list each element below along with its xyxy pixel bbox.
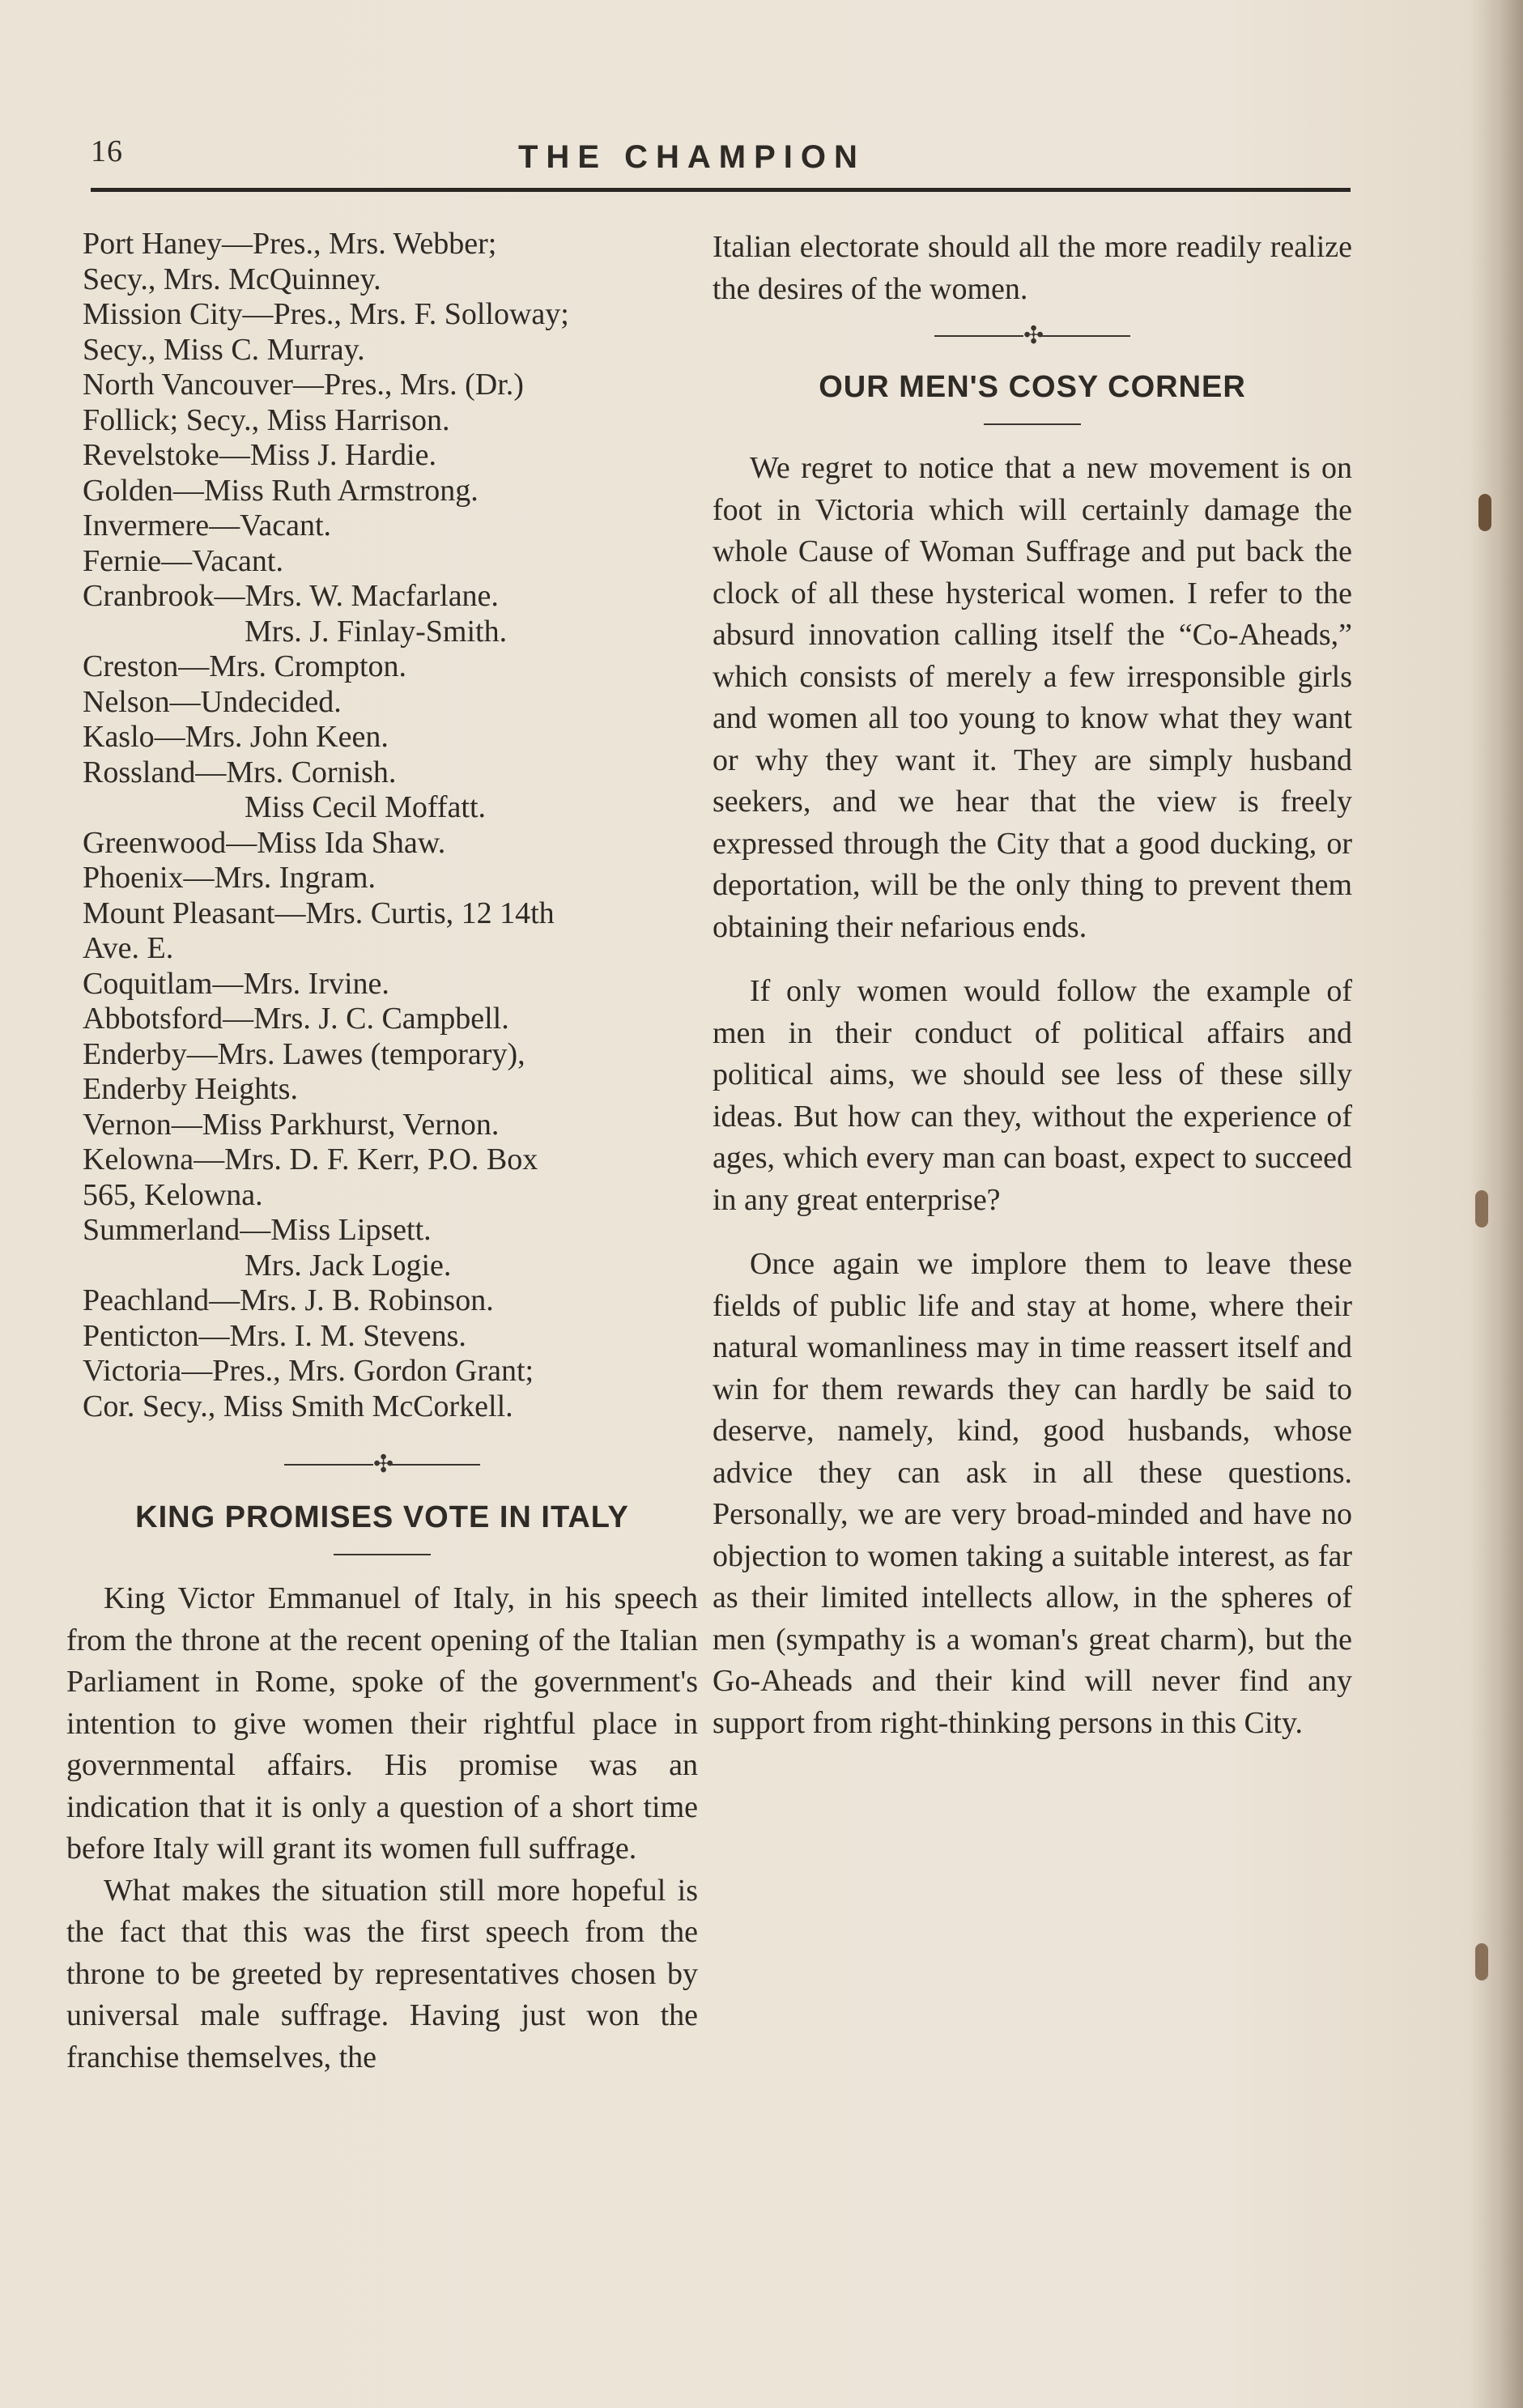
directory-entry: Summerland—Miss Lipsett. Mrs. Jack Logie. bbox=[83, 1213, 452, 1283]
directory-entry: Invermere—Vacant. bbox=[83, 508, 332, 542]
directory-entry: Cranbrook—Mrs. W. Macfarlane. Mrs. J. Finlay-Smith. bbox=[83, 579, 508, 649]
directory-entry: Abbotsford—Mrs. J. C. Campbell. bbox=[83, 1002, 509, 1036]
directory-entry: Kelowna—Mrs. D. F. Kerr, P.O. Box 565, Kelowna. bbox=[83, 1142, 538, 1212]
directory-entry: Coquitlam—Mrs. Irvine. bbox=[83, 966, 389, 1001]
ornament-icon: ✣ bbox=[1023, 322, 1044, 350]
directory-entry: Vernon—Miss Parkhurst, Vernon. bbox=[83, 1107, 500, 1142]
branch-directory bbox=[66, 227, 698, 1424]
ornament-icon: ✣ bbox=[373, 1451, 394, 1478]
italy-paragraph: King Victor Emmanuel of Italy, in his speech from the throne at the recent opening of the Italian Parliament in Rome, spoke of the government's intention to give women their rightful place in governmental affairs. His promise was an indication that it is only a question of a short time before Italy will grant its women full suffrage. bbox=[66, 1581, 698, 1866]
section-divider bbox=[66, 1447, 698, 1479]
left-column bbox=[66, 227, 698, 2078]
directory-entry: Penticton—Mrs. I. M. Stevens. bbox=[83, 1318, 466, 1353]
italy-paragraph: What makes the situation still more hopeful is the fact that this was the first speech from the throne to be greeted by representatives chosen by universal male suffrage. Having just won the franchise themselves, the bbox=[66, 1873, 698, 2074]
directory-entry: Nelson—Undecided. bbox=[83, 684, 342, 719]
cosy-corner-paragraph: We regret to notice that a new movement is on foot in Victoria which will certainly damage the whole Cause of Woman Suffrage and put back the clock of all these hysterical women. I refer to the absurd innovation calling itself the “Co-Aheads,” which consists of merely a few irresponsible girls and women all too young to know what they want or why they want it. They are simply husband seekers, and we hear that the view is freely expressed through the City that a good ducking, or deportation, will be the only thing to prevent them obtaining their nefarious ends. bbox=[713, 451, 1352, 944]
page-number: 16 bbox=[91, 134, 123, 168]
directory-entry: Mission City—Pres., Mrs. F. Solloway; Secy., Miss C. Murray. bbox=[83, 297, 569, 367]
directory-entry: Rossland—Mrs. Cornish. Miss Cecil Moffatt. bbox=[83, 755, 487, 824]
binding-tab bbox=[1475, 1943, 1488, 1980]
directory-entry: Creston—Mrs. Crompton. bbox=[83, 649, 407, 683]
binding-tab bbox=[1475, 1190, 1488, 1227]
directory-entry: Mount Pleasant—Mrs. Curtis, 12 14th Ave. E. bbox=[83, 896, 555, 965]
directory-entry: Enderby—Mrs. Lawes (temporary), Enderby Heights. bbox=[83, 1036, 525, 1106]
directory-entry: Golden—Miss Ruth Armstrong. bbox=[83, 473, 479, 508]
directory-entry: Revelstoke—Miss J. Hardie. bbox=[83, 438, 436, 472]
directory-entry: Victoria—Pres., Mrs. Gordon Grant; Cor. Secy., Miss Smith McCorkell. bbox=[83, 1354, 534, 1423]
cosy-corner-paragraph: If only women would follow the example of men in their conduct of political affairs and political aims, we should see less of these silly ideas. But how can they, without the experience of ages, which every man can boast, expect to succeed in any great enterprise? bbox=[713, 974, 1352, 1217]
italy-continuation: Italian electorate should all the more readily realize the desires of the women. bbox=[713, 230, 1352, 306]
italy-headline: KING PROMISES VOTE IN ITALY bbox=[135, 1500, 629, 1534]
binding-tab bbox=[1478, 494, 1491, 531]
header-rule bbox=[91, 188, 1351, 192]
directory-entry: Peachland—Mrs. J. B. Robinson. bbox=[83, 1283, 494, 1317]
section-divider bbox=[713, 318, 1352, 351]
cosy-corner-paragraph: Once again we implore them to leave these fields of public life and stay at home, where their natural womanliness may in time reassert itself and win for them rewards they can hardly be said to deserve, namely, kind, good husbands, whose advice they can ask in all these questions. Personally, we are very broad-minded and have no objection to women taking a suitable interest, as far as their limited intellects allow, in the spheres of men (sympathy is a woman's great charm), but the Go-Aheads and their kind will never find any support from right-thinking persons in this City. bbox=[713, 1247, 1352, 1740]
directory-entry: Greenwood—Miss Ida Shaw. bbox=[83, 825, 446, 860]
cosy-corner-headline: OUR MEN'S COSY CORNER bbox=[819, 370, 1246, 404]
directory-entry: North Vancouver—Pres., Mrs. (Dr.) Follick; Secy., Miss Harrison. bbox=[83, 368, 524, 437]
directory-entry: Phoenix—Mrs. Ingram. bbox=[83, 861, 376, 895]
directory-entry: Fernie—Vacant. bbox=[83, 543, 283, 578]
directory-entry: Port Haney—Pres., Mrs. Webber; Secy., Mrs. McQuinney. bbox=[83, 227, 497, 296]
headline-rule bbox=[334, 1554, 431, 1555]
publication-title: THE CHAMPION bbox=[518, 139, 866, 175]
directory-entry: Kaslo—Mrs. John Keen. bbox=[83, 720, 389, 754]
right-column bbox=[713, 227, 1352, 1744]
headline-rule bbox=[984, 423, 1081, 425]
